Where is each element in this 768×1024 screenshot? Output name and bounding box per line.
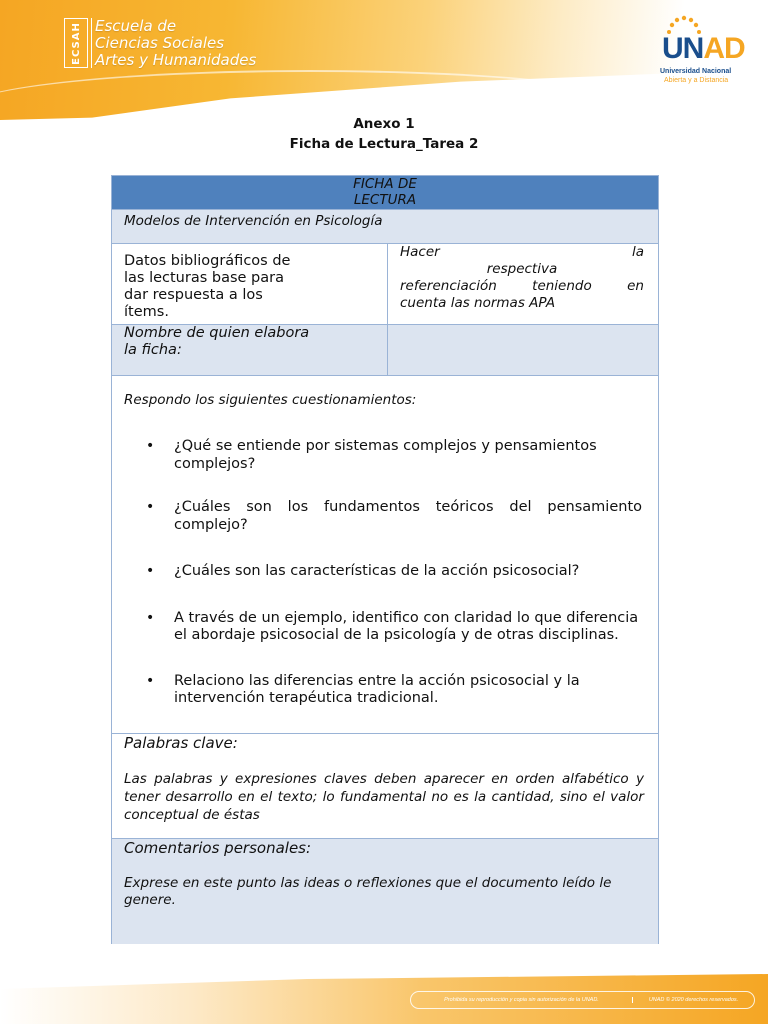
biblio-value-cell[interactable] bbox=[388, 244, 658, 325]
question-item bbox=[146, 610, 646, 645]
biblio-label-line-3: dar respuesta a los bbox=[124, 287, 263, 303]
unad-subtitle-1: Universidad Nacional bbox=[660, 68, 732, 75]
author-label-line-2: la ficha: bbox=[124, 342, 182, 358]
keywords-title: Palabras clave: bbox=[124, 734, 238, 752]
biblio-value-line-1: Hacer la bbox=[400, 244, 644, 260]
bullet-icon: • bbox=[146, 563, 155, 579]
questions-cell bbox=[112, 376, 658, 734]
school-line-1: Escuela de bbox=[95, 17, 177, 35]
model-row bbox=[112, 210, 658, 244]
unad-wordmark-ad: AD bbox=[703, 32, 745, 65]
annex-title: Anexo 1 bbox=[353, 116, 415, 132]
reading-form bbox=[111, 175, 659, 944]
question-item bbox=[146, 438, 646, 473]
comments-cell[interactable] bbox=[112, 839, 658, 944]
footer-notice-pill bbox=[410, 991, 755, 1009]
question-text: Relaciono las diferencias entre la acción psicosocial y la intervención terapéutica tradicional. bbox=[174, 672, 580, 706]
bullet-icon: • bbox=[146, 499, 155, 515]
biblio-value-line-2: respectiva bbox=[486, 261, 558, 277]
question-text: ¿Cuáles son los fundamentos teóricos del pensamiento complejo? bbox=[174, 499, 642, 533]
biblio-label-line-1: Datos bibliográficos de bbox=[124, 253, 291, 269]
form-header-line-2: LECTURA bbox=[353, 192, 417, 208]
biblio-label-cell bbox=[112, 244, 388, 325]
question-text: A través de un ejemplo, identifico con claridad lo que diferencia el abordaje psicosocial de la psicología y de otras disciplinas. bbox=[174, 609, 639, 643]
school-divider bbox=[91, 18, 92, 68]
keywords-text: Las palabras y expresiones claves deben aparecer en orden alfabético y tener desarrollo en el texto; lo fundamental no es la cantidad, sino el valor conceptual de éstas bbox=[124, 771, 644, 823]
author-value-cell[interactable] bbox=[388, 325, 658, 376]
question-item bbox=[146, 499, 646, 534]
school-line-2: Ciencias Sociales bbox=[95, 34, 225, 52]
bullet-icon: • bbox=[146, 609, 155, 626]
unad-logo bbox=[660, 14, 750, 84]
question-text: ¿Cuáles son las características de la acción psicosocial? bbox=[174, 563, 580, 579]
question-text: ¿Qué se entiende por sistemas complejos y pensamientos complejos? bbox=[174, 438, 597, 472]
form-header bbox=[112, 176, 658, 210]
biblio-value-line-4: cuenta las normas APA bbox=[400, 295, 556, 311]
form-header-line-1: FICHA DE bbox=[353, 176, 417, 192]
question-item bbox=[146, 673, 646, 708]
unad-subtitle-2: Abierta y a Distancia bbox=[664, 77, 729, 84]
keywords-cell[interactable] bbox=[112, 734, 658, 839]
biblio-label-line-2: las lecturas base para bbox=[124, 270, 284, 286]
comments-title: Comentarios personales: bbox=[124, 839, 312, 857]
bullet-icon: • bbox=[146, 672, 155, 689]
biblio-label-line-4: ítems. bbox=[124, 304, 169, 320]
author-label-cell bbox=[112, 325, 388, 376]
biblio-value-line-3: referenciación teniendo en bbox=[400, 278, 644, 294]
author-label-line-1: Nombre de quien elabora bbox=[124, 325, 310, 341]
unad-wordmark bbox=[662, 32, 745, 66]
ecsah-badge-text: ECSAH bbox=[70, 21, 82, 65]
comments-text: Exprese en este punto las ideas o reflexiones que el documento leído le genere. bbox=[124, 875, 612, 908]
document-subtitle: Ficha de Lectura_Tarea 2 bbox=[289, 136, 479, 152]
questions-list bbox=[124, 438, 646, 708]
footer-notice: Prohibida su reproducción y copia sin autorización de la UNAD. bbox=[411, 997, 633, 1003]
footer-copyright: UNAD © 2020 derechos reservados. bbox=[648, 997, 739, 1003]
model-title: Modelos de Intervención en Psicología bbox=[124, 213, 383, 229]
unad-wordmark-un: UN bbox=[662, 32, 704, 65]
question-item bbox=[146, 563, 646, 581]
school-line-3: Artes y Humanidades bbox=[95, 51, 257, 69]
bullet-icon: • bbox=[146, 438, 155, 454]
questions-intro: Respondo los siguientes cuestionamientos: bbox=[124, 392, 417, 408]
school-name bbox=[95, 18, 256, 69]
ecsah-badge bbox=[64, 18, 88, 68]
